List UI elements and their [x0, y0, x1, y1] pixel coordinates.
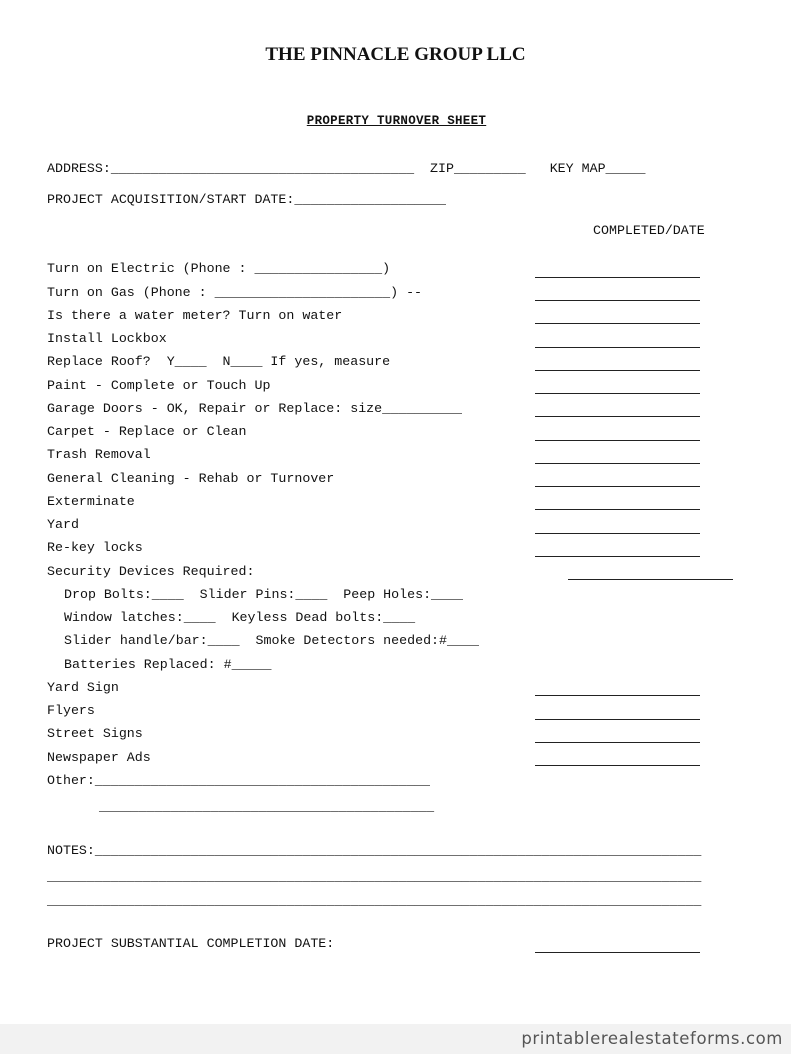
item-cleaning: General Cleaning - Rehab or Turnover: [47, 471, 335, 486]
item-flyers: Flyers: [47, 703, 95, 718]
security-line-4[interactable]: Batteries Replaced: #_____: [64, 657, 272, 672]
completion-date-field[interactable]: [535, 938, 700, 953]
other-line[interactable]: Other:__________________________________________: [47, 773, 431, 788]
security-heading: Security Devices Required:: [47, 564, 255, 579]
completed-date-header: COMPLETED/DATE: [593, 223, 705, 238]
completed-date-field[interactable]: [535, 309, 700, 324]
item-newspaper-ads: Newspaper Ads: [47, 750, 151, 765]
company-title: THE PINNACLE GROUP LLC: [265, 44, 526, 65]
completed-date-field[interactable]: [535, 263, 700, 278]
item-paint: Paint - Complete or Touch Up: [47, 378, 271, 393]
completed-date-field[interactable]: [535, 705, 700, 720]
item-gas[interactable]: Turn on Gas (Phone : ______________________) --: [47, 285, 423, 300]
completed-date-field[interactable]: [535, 495, 700, 510]
footer-bar: [0, 1024, 791, 1054]
completed-date-field[interactable]: [535, 379, 700, 394]
address-line[interactable]: ADDRESS:______________________________________ ZIP_________ KEY MAP_____: [47, 161, 646, 176]
item-garage-doors[interactable]: Garage Doors - OK, Repair or Replace: size__________: [47, 401, 462, 416]
other-line-2[interactable]: __________________________________________: [99, 799, 435, 814]
completion-date-label: PROJECT SUBSTANTIAL COMPLETION DATE:: [47, 936, 335, 951]
notes-line-1[interactable]: NOTES:____________________________________________________________________________: [47, 843, 702, 858]
item-trash: Trash Removal: [47, 447, 151, 462]
security-line-1[interactable]: Drop Bolts:____ Slider Pins:____ Peep Holes:____: [64, 587, 463, 602]
completed-date-field[interactable]: [535, 333, 700, 348]
completed-date-field[interactable]: [535, 542, 700, 557]
item-yard-sign: Yard Sign: [47, 680, 119, 695]
security-line-2[interactable]: Window latches:____ Keyless Dead bolts:____: [64, 610, 416, 625]
item-exterminate: Exterminate: [47, 494, 135, 509]
item-yard: Yard: [47, 517, 79, 532]
completed-date-field[interactable]: [535, 681, 700, 696]
completed-date-field[interactable]: [535, 472, 700, 487]
completed-date-field[interactable]: [535, 356, 700, 371]
item-water: Is there a water meter? Turn on water: [47, 308, 343, 323]
item-rekey: Re-key locks: [47, 540, 143, 555]
item-carpet: Carpet - Replace or Clean: [47, 424, 247, 439]
notes-line-2[interactable]: __________________________________________________________________________________: [47, 869, 702, 884]
form-title: PROPERTY TURNOVER SHEET: [306, 114, 487, 128]
completed-date-field[interactable]: [535, 286, 700, 301]
security-line-3[interactable]: Slider handle/bar:____ Smoke Detectors needed:#____: [64, 633, 479, 648]
item-roof[interactable]: Replace Roof? Y____ N____ If yes, measure: [47, 354, 391, 369]
item-electric[interactable]: Turn on Electric (Phone : ________________): [47, 261, 391, 276]
project-start-date-line[interactable]: PROJECT ACQUISITION/START DATE:___________________: [47, 192, 446, 207]
completed-date-field[interactable]: [535, 426, 700, 441]
completed-date-field[interactable]: [535, 728, 700, 743]
item-lockbox: Install Lockbox: [47, 331, 167, 346]
completed-date-field[interactable]: [535, 449, 700, 464]
notes-line-3[interactable]: __________________________________________________________________________________: [47, 893, 702, 908]
completed-date-field[interactable]: [535, 751, 700, 766]
footer-site-link[interactable]: printablerealestateforms.com: [521, 1029, 783, 1048]
completed-date-field[interactable]: [535, 402, 700, 417]
completed-date-field[interactable]: [535, 519, 700, 534]
item-street-signs: Street Signs: [47, 726, 143, 741]
completed-date-field-security[interactable]: [568, 565, 733, 580]
